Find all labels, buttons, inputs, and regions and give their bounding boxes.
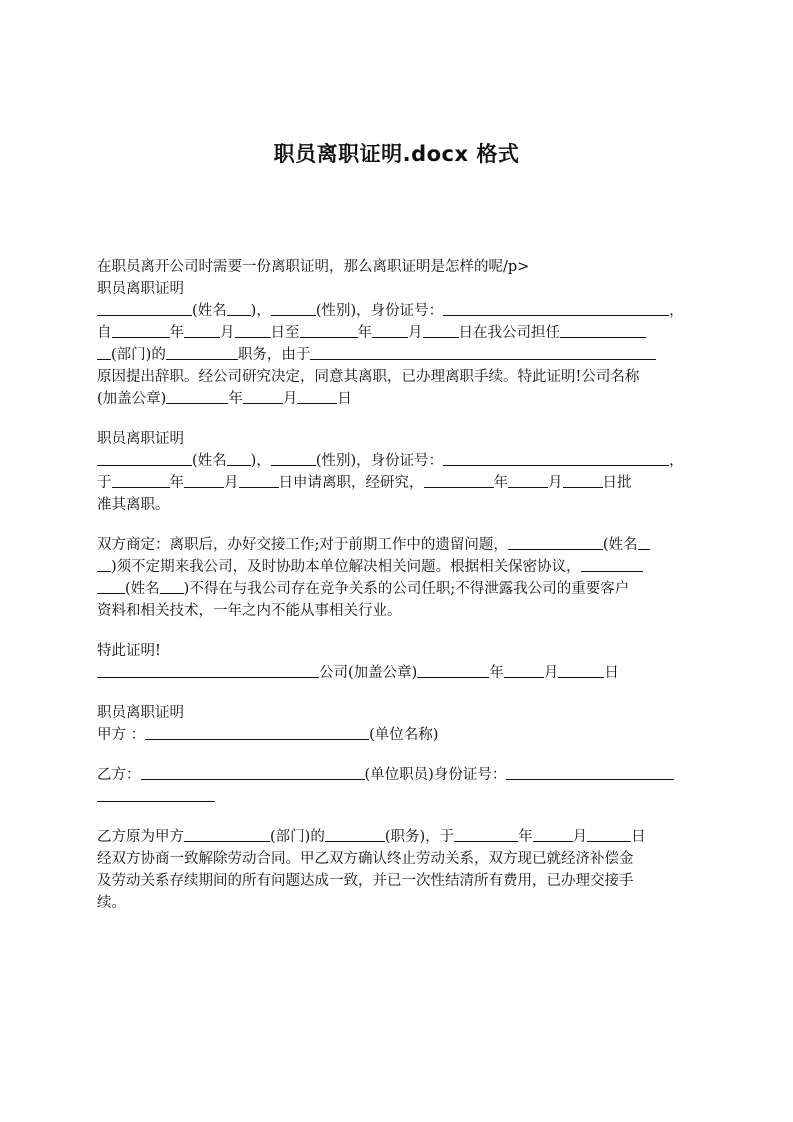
label-text: 经双方协商一致解除劳动合同。甲乙双方确认终止劳动关系，双方现已就经济补偿金	[97, 851, 634, 867]
termination-paragraph	[97, 826, 697, 914]
label-text: 年	[493, 475, 508, 491]
blank-field	[97, 344, 111, 360]
blank-field	[372, 322, 408, 338]
termination-line4	[97, 892, 697, 914]
blank-field	[297, 388, 337, 404]
blank-field	[184, 826, 270, 842]
agreement-line4	[97, 600, 697, 622]
blank-field	[508, 534, 603, 550]
blank-field	[417, 662, 489, 678]
agreement-line1	[97, 534, 697, 556]
section1-line2	[97, 322, 697, 344]
blank-field	[508, 472, 548, 488]
blank-field	[97, 786, 215, 802]
blank-field	[423, 322, 459, 338]
section1-line3	[97, 344, 697, 366]
section1-body	[97, 300, 697, 410]
blank-field	[504, 662, 544, 678]
blank-field	[243, 388, 283, 404]
label-text: 月	[220, 325, 235, 341]
blank-field	[443, 300, 669, 316]
agreement-paragraph	[97, 534, 697, 622]
blank-field	[506, 764, 674, 780]
blank-field	[97, 300, 192, 316]
party-a-row	[97, 724, 697, 746]
blank-field	[638, 534, 650, 550]
label-text: ，	[669, 303, 684, 319]
section3-heading: 职员离职证明	[97, 705, 184, 721]
label-text: ，	[669, 453, 684, 469]
label-text: (职务)，于	[384, 829, 455, 845]
blank-field	[560, 322, 646, 338]
section2-line2	[97, 472, 697, 494]
blank-field	[424, 472, 494, 488]
label-text: (部门)的	[111, 347, 166, 363]
blank-field	[112, 472, 170, 488]
label-text: 日在我公司担任	[458, 325, 560, 341]
blank-field	[112, 322, 170, 338]
section2-body	[97, 450, 697, 516]
blank-field	[184, 472, 224, 488]
label-text: 月	[282, 391, 298, 407]
label-text: 年	[518, 829, 533, 845]
blank-field	[563, 472, 603, 488]
label-text: 月	[548, 475, 563, 491]
label-text: 日至	[270, 325, 300, 341]
blank-field	[227, 300, 251, 316]
blank-field	[97, 556, 111, 572]
label-text: (姓名	[192, 303, 227, 319]
termination-line1	[97, 826, 697, 848]
section1-line5	[97, 388, 697, 410]
label-text: 年	[169, 325, 184, 341]
label-text: 日	[631, 829, 646, 845]
blank-field	[581, 556, 643, 572]
blank-field	[454, 826, 518, 842]
blank-field	[443, 450, 669, 466]
termination-line2	[97, 848, 697, 870]
blank-field	[166, 344, 238, 360]
blank-field	[558, 662, 604, 678]
label-text: 甲方 ：	[97, 727, 146, 743]
label-text: 准其离职。	[97, 497, 170, 513]
label-text: 月	[408, 325, 423, 341]
section2-line3	[97, 494, 697, 516]
section1-line1	[97, 300, 697, 322]
blank-field	[97, 662, 319, 678]
label-text: 自	[97, 325, 112, 341]
intro-paragraph: 在职员离开公司时需要一份离职证明，那么离职证明是怎样的呢/p>	[97, 259, 530, 275]
agreement-line3	[97, 578, 697, 600]
label-text: 乙方：	[97, 767, 141, 783]
blank-field	[166, 388, 228, 404]
label-text: (性别)，身份证号：	[315, 303, 444, 319]
section2-heading: 职员离职证明	[97, 431, 184, 447]
section2-line1	[97, 450, 697, 472]
blank-field	[271, 450, 316, 466]
label-text: 日	[604, 665, 619, 681]
signature-line	[97, 662, 697, 684]
label-text: (部门)的	[270, 829, 325, 845]
label-text: 及劳动关系存续期间的所有问题达成一致，并已一次性结清所有费用，已办理交接手	[97, 873, 634, 889]
label-text: (性别)，身份证号：	[315, 453, 444, 469]
label-text: 日申请离职，经研究，	[278, 475, 424, 491]
label-text: (姓名	[125, 581, 160, 597]
section1-line4	[97, 366, 697, 388]
label-text: )不得在与我公司存在竞争关系的公司任职;不得泄露我公司的重要客户	[183, 581, 630, 597]
label-text: 年	[228, 391, 243, 407]
label-text: 双方商定：离职后，办好交接工作;对于前期工作中的遗留问题，	[97, 537, 508, 553]
blank-field	[271, 300, 316, 316]
label-text: 原因提出辞职。经公司研究决定，同意其离职，已办理离职手续。特此证明!公司名称	[97, 369, 640, 385]
signature-row	[97, 662, 697, 684]
label-text: 资料和相关技术，一年之内不能从事相关行业。	[97, 603, 402, 619]
label-text: (姓名	[602, 537, 638, 553]
label-text: )，	[250, 303, 271, 319]
document-title: 职员离职证明.docx 格式	[273, 142, 520, 166]
blank-field	[310, 344, 656, 360]
party-a-line	[97, 724, 697, 746]
party-b-row2	[97, 786, 697, 808]
blank-field	[300, 322, 358, 338]
blank-field	[227, 450, 251, 466]
agreement-line2	[97, 556, 697, 578]
blank-field	[235, 322, 271, 338]
blank-field	[141, 764, 365, 780]
label-text: 年	[489, 665, 504, 681]
blank-field	[97, 450, 192, 466]
section1-heading: 职员离职证明	[97, 281, 184, 297]
label-text: (单位职员)身份证号：	[364, 767, 507, 783]
blank-field	[184, 322, 220, 338]
blank-field	[533, 826, 573, 842]
label-text: 职务，由于	[237, 347, 311, 363]
blank-field	[145, 724, 369, 740]
label-text: 月	[224, 475, 239, 491]
party-b-row	[97, 764, 697, 786]
document-body	[97, 256, 697, 932]
label-text: 年	[357, 325, 372, 341]
blank-field	[160, 578, 184, 594]
label-text: 年	[169, 475, 184, 491]
label-text: (加盖公章)	[97, 391, 167, 407]
party-b-line	[97, 764, 697, 808]
label-text: )须不定期来我公司，及时协助本单位解决相关问题。根据相关保密协议，	[111, 559, 581, 575]
blank-field	[587, 826, 631, 842]
termination-line3	[97, 870, 697, 892]
blank-field	[97, 578, 125, 594]
label-text: 于	[97, 475, 112, 491]
label-text: 月	[543, 665, 559, 681]
label-text: 月	[572, 829, 588, 845]
label-text: 乙方原为甲方	[97, 829, 184, 845]
certify-text: 特此证明!	[97, 643, 161, 659]
label-text: (姓名	[192, 453, 227, 469]
blank-field	[325, 826, 385, 842]
label-text: 公司(加盖公章)	[319, 665, 418, 681]
label-text: 续。	[97, 895, 126, 911]
label-text: 日批	[602, 475, 632, 491]
blank-field	[239, 472, 279, 488]
label-text: 日	[337, 391, 352, 407]
label-text: (单位名称)	[369, 727, 439, 743]
label-text: )，	[250, 453, 271, 469]
